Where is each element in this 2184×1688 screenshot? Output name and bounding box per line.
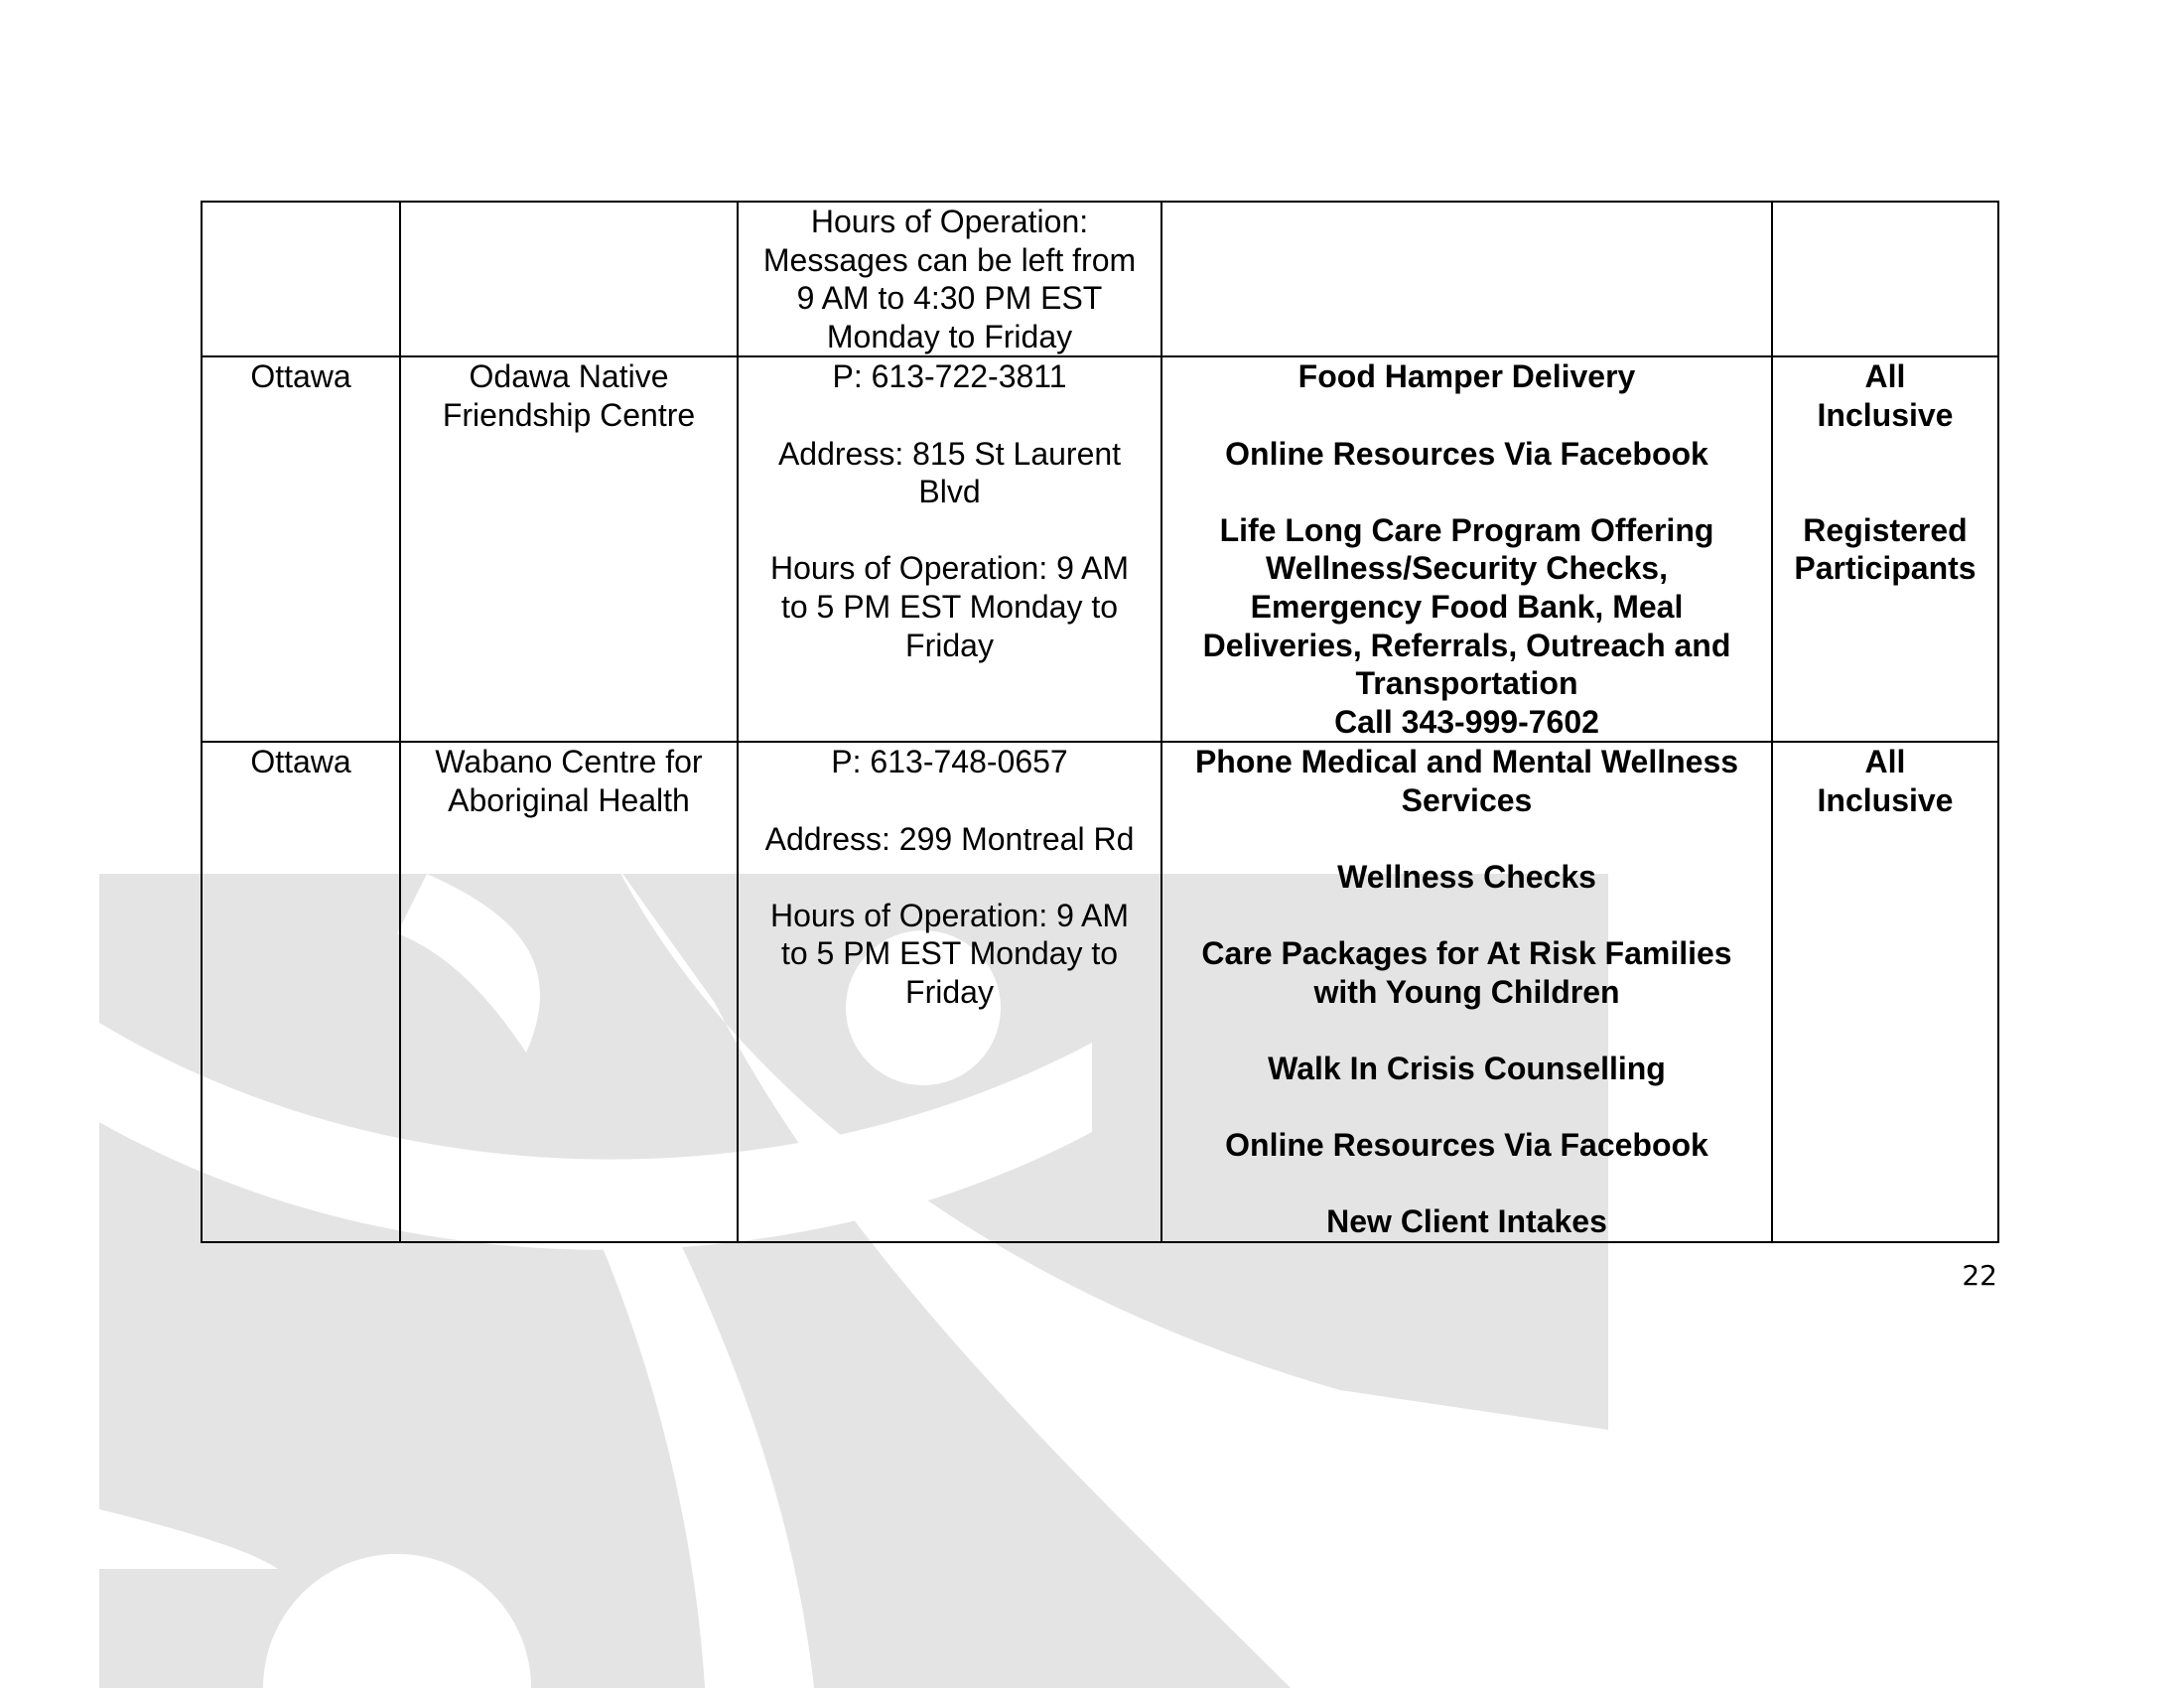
contact-cell <box>738 356 1161 742</box>
eligibility-line: Inclusive <box>1817 781 1954 818</box>
contact-line: Hours of Operation: <box>810 204 1089 239</box>
service-line: with Young Children <box>1313 973 1620 1010</box>
organization-cell <box>400 742 738 1242</box>
eligibility-line: All <box>1864 744 1906 780</box>
service-line: Care Packages for At Risk Families <box>1201 935 1732 972</box>
services-cell <box>1161 356 1772 742</box>
service-line: Services <box>1401 781 1533 818</box>
service-line: Phone Medical and Mental Wellness <box>1194 744 1739 780</box>
eligibility-cell <box>1772 742 1998 1242</box>
organization-line: Aboriginal Health <box>448 781 690 818</box>
hours-line: to 5 PM EST Monday to <box>780 588 1119 625</box>
organization-cell <box>400 356 738 742</box>
service-line: New Client Intakes <box>1326 1203 1607 1240</box>
services-cell <box>1161 742 1772 1242</box>
service-line: Life Long Care Program Offering <box>1219 511 1714 548</box>
service-line: Emergency Food Bank, Meal <box>1250 588 1684 625</box>
contact-cell <box>738 202 1161 356</box>
city-cell: Ottawa <box>202 742 400 1242</box>
service-line: Food Hamper Delivery <box>1297 358 1636 395</box>
address-line: Blvd <box>918 474 981 510</box>
organization-cell <box>400 202 738 356</box>
table-row <box>202 742 1998 1242</box>
service-line: Online Resources Via Facebook <box>1225 435 1708 472</box>
service-line: Walk In Crisis Counselling <box>1268 1051 1666 1087</box>
hours-line: Hours of Operation: 9 AM <box>769 897 1130 933</box>
eligibility-line: Inclusive <box>1817 396 1954 433</box>
eligibility-line: Registered <box>1803 511 1968 548</box>
hours-line: to 5 PM EST Monday to <box>780 935 1119 972</box>
city-cell <box>202 202 400 356</box>
eligibility-line: All <box>1864 358 1906 395</box>
service-line: Transportation <box>1355 665 1578 702</box>
contact-line: Monday to Friday <box>826 318 1073 354</box>
address-line: Address: 299 Montreal Rd <box>764 820 1135 857</box>
hours-line: Friday <box>905 973 994 1010</box>
table-row <box>202 356 1998 742</box>
table-row <box>202 202 1998 356</box>
organization-line: Friendship Centre <box>442 396 696 433</box>
service-line: Wellness/Security Checks, <box>1266 550 1668 587</box>
address-line: Address: 815 St Laurent <box>777 435 1122 472</box>
contact-line: Messages can be left from <box>762 241 1137 278</box>
service-line: Online Resources Via Facebook <box>1225 1127 1708 1164</box>
eligibility-line: Participants <box>1794 550 1977 587</box>
page-number: 22 <box>1962 1259 1997 1292</box>
organization-line: Wabano Centre for <box>435 744 703 780</box>
services-cell <box>1161 202 1772 356</box>
phone-number: P: 613-748-0657 <box>831 744 1068 780</box>
contact-line: 9 AM to 4:30 PM EST <box>796 280 1103 317</box>
contact-cell <box>738 742 1161 1242</box>
hours-line: Hours of Operation: 9 AM <box>769 550 1130 587</box>
hours-line: Friday <box>905 627 994 663</box>
resource-table <box>201 201 1999 1243</box>
phone-number: P: 613-722-3811 <box>832 358 1067 395</box>
service-line: Deliveries, Referrals, Outreach and <box>1202 627 1731 663</box>
eligibility-cell <box>1772 356 1998 742</box>
organization-line: Odawa Native <box>469 358 669 395</box>
service-phone: Call 343-999-7602 <box>1334 703 1599 740</box>
eligibility-cell <box>1772 202 1998 356</box>
city-cell: Ottawa <box>202 356 400 742</box>
service-line: Wellness Checks <box>1337 859 1596 896</box>
